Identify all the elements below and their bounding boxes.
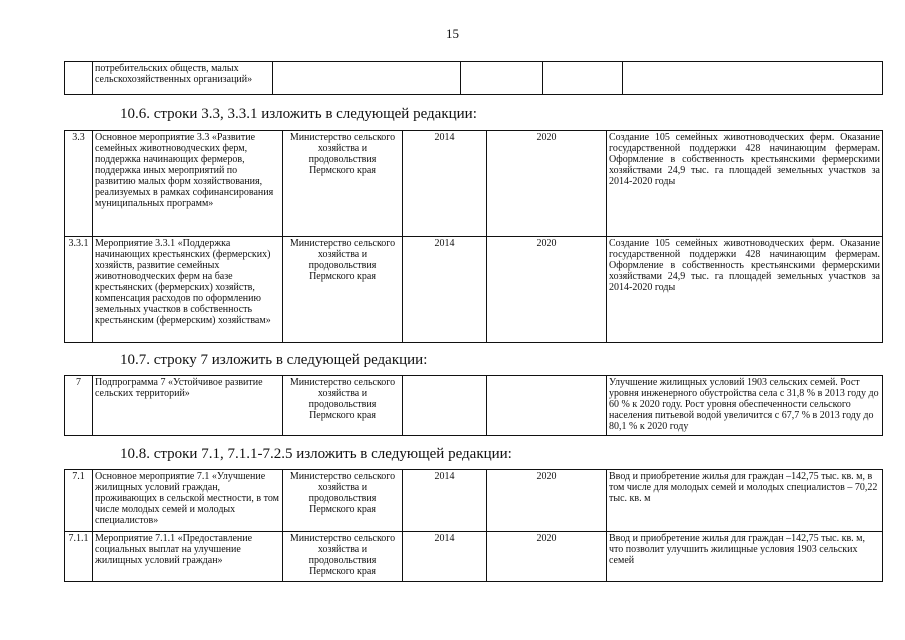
row-result: Улучшение жилищных условий 1903 сельских семей. Рост уровня инженерного обустройства села с 31,8 % в 2013 году до 60 % к 2020 году. Рост уровня обеспеченности сельского населения питьевой водой увеличится с 67,7 % в 2013 году до 80,1 % к 2020 году <box>607 376 883 436</box>
row-executor: Министерство сельского хозяйства и продовольствия Пермского края <box>283 376 403 436</box>
row-start-year <box>403 376 487 436</box>
row-name: Мероприятие 3.3.1 «Поддержка начинающих крестьянских (фермерских) хозяйств, развитие семейных животноводческих ферм на базе крестьянских (фермерских) хозяйств, компенсация расходов по оформлению земельных участков в собственность крестьянским (фермерским) хозяйствам» <box>93 237 283 343</box>
top-cell-end <box>543 62 623 95</box>
heading-10-6: 10.6. строки 3.3, 3.3.1 изложить в следующей редакции: <box>120 106 477 122</box>
row-result: Создание 105 семейных животноводческих ферм. Оказание государственной поддержки 428 начинающим фермерам. Оформление в собственность крестьянскими фермерскими хозяйствами 24,9 тыс. га площадей земельных участков за 2014-2020 годы <box>607 131 883 237</box>
row-executor: Министерство сельского хозяйства и продовольствия Пермского края <box>283 131 403 237</box>
row-result: Ввод и приобретение жилья для граждан –142,75 тыс. кв. м, в том числе для молодых семей и молодых специалистов – 70,22 тыс. кв. м <box>607 470 883 532</box>
top-cell-name: потребительских обществ, малых сельскохозяйственных организаций» <box>93 62 273 95</box>
table-10-8 <box>64 469 883 582</box>
row-name: Основное мероприятие 3.3 «Развитие семейных животноводческих ферм, поддержка начинающих фермеров, поддержка иных мероприятий по развитию малых форм хозяйствования, реализуемых в рамках софинансирования муниципальных программ» <box>93 131 283 237</box>
table-10-6 <box>64 130 883 343</box>
row-end-year: 2020 <box>487 237 607 343</box>
table-row <box>65 376 883 436</box>
row-num: 7.1.1 <box>65 532 93 582</box>
row-num: 7.1 <box>65 470 93 532</box>
table-row <box>65 470 883 532</box>
row-name: Мероприятие 7.1.1 «Предоставление социальных выплат на улучшение жилищных условий граждан» <box>93 532 283 582</box>
row-name: Подпрограмма 7 «Устойчивое развитие сельских территорий» <box>93 376 283 436</box>
table-row <box>65 131 883 237</box>
row-executor: Министерство сельского хозяйства и продовольствия Пермского края <box>283 532 403 582</box>
row-num: 3.3.1 <box>65 237 93 343</box>
row-start-year: 2014 <box>403 470 487 532</box>
row-num: 3.3 <box>65 131 93 237</box>
row-executor: Министерство сельского хозяйства и продовольствия Пермского края <box>283 237 403 343</box>
row-start-year: 2014 <box>403 532 487 582</box>
row-result: Создание 105 семейных животноводческих ферм. Оказание государственной поддержки 428 начинающим фермерам. Оформление в собственность крестьянскими фермерскими хозяйствами 24,9 тыс. га площадей земельных участков за 2014-2020 годы <box>607 237 883 343</box>
row-name: Основное мероприятие 7.1 «Улучшение жилищных условий граждан, проживающих в сельской местности, в том числе молодых семей и молодых специалистов» <box>93 470 283 532</box>
row-start-year: 2014 <box>403 237 487 343</box>
heading-10-8: 10.8. строки 7.1, 7.1.1-7.2.5 изложить в следующей редакции: <box>120 446 512 462</box>
row-result: Ввод и приобретение жилья для граждан –142,75 тыс. кв. м, что позволит улучшить жилищные условия 1903 сельских семей <box>607 532 883 582</box>
row-executor: Министерство сельского хозяйства и продовольствия Пермского края <box>283 470 403 532</box>
row-end-year <box>487 376 607 436</box>
top-cell-start <box>461 62 543 95</box>
row-end-year: 2020 <box>487 532 607 582</box>
row-start-year: 2014 <box>403 131 487 237</box>
row-num: 7 <box>65 376 93 436</box>
top-cell-num <box>65 62 93 95</box>
top-table-fragment <box>64 61 883 95</box>
table-row <box>65 237 883 343</box>
top-cell-result <box>623 62 883 95</box>
table-10-7 <box>64 375 883 436</box>
top-cell-executor <box>273 62 461 95</box>
row-end-year: 2020 <box>487 470 607 532</box>
heading-10-7: 10.7. строку 7 изложить в следующей редакции: <box>120 352 428 368</box>
row-end-year: 2020 <box>487 131 607 237</box>
page-number: 15 <box>446 26 459 41</box>
table-row <box>65 532 883 582</box>
